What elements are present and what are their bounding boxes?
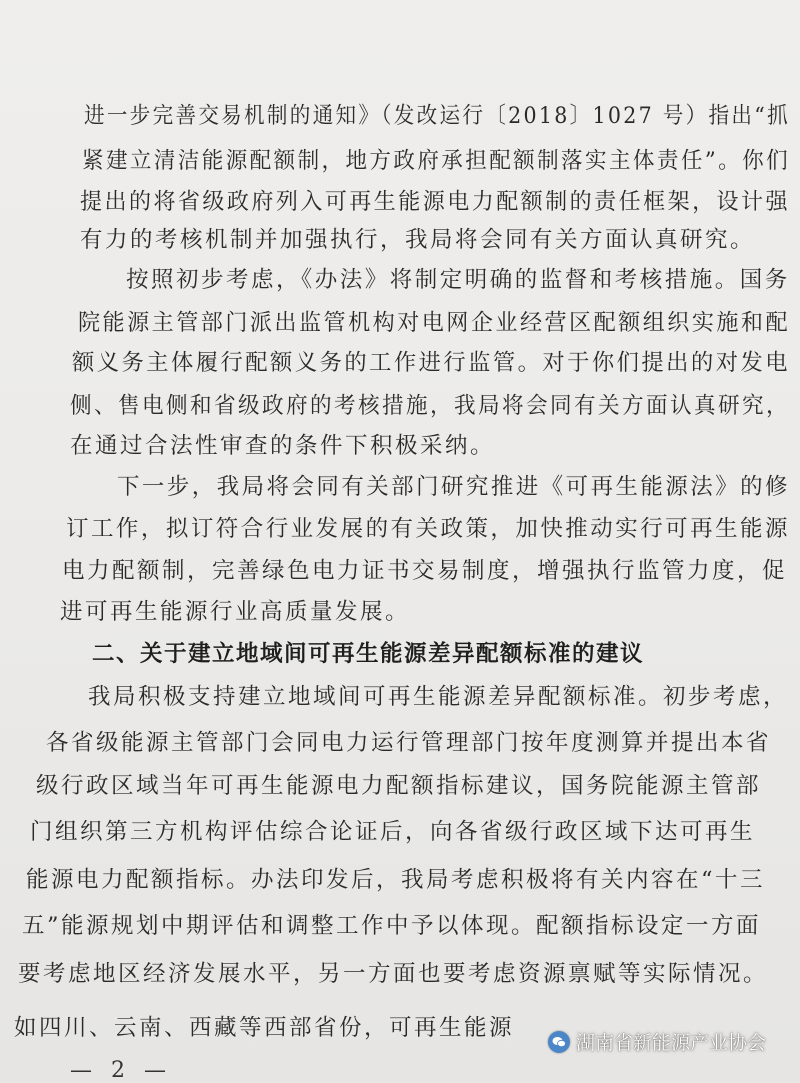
text-line: 要考虑地区经济发展水平，另一方面也要考虑资源禀赋等实际情况。	[18, 961, 769, 987]
text-line: 下一步，我局将会同有关部门研究推进《可再生能源法》的修	[117, 474, 790, 500]
text-line: 进一步完善交易机制的通知》（发改运行〔2018〕1027 号）指出“抓	[84, 103, 790, 129]
text-line: 额义务主体履行配额义务的工作进行监管。对于你们提出的对发电	[72, 350, 790, 376]
text-line: 五”能源规划中期评估和调整工作中予以体现。配额指标设定一方面	[22, 913, 762, 939]
section-heading: 二、关于建立地域间可再生能源差异配额标准的建议	[92, 641, 645, 667]
wechat-logo-icon	[548, 1031, 570, 1053]
text-line: 能源电力配额指标。办法印发后，我局考虑积极将有关内容在“十三	[26, 867, 766, 893]
text-line: 院能源主管部门派出监管机构对电网企业经营区配额组织实施和配	[78, 310, 791, 336]
text-line: 提出的将省级政府列入可再生能源电力配额制的责任框架，设计强	[80, 189, 791, 215]
text-line: 各省级能源主管部门会同电力运行管理部门按年度测算并提出本省	[46, 730, 772, 756]
watermark-text: 湖南省新能源产业协会	[576, 1032, 767, 1054]
text-line: 电力配额制，完善绿色电力证书交易制度，增强执行监管力度，促	[62, 558, 788, 584]
text-line: 按照初步考虑，《办法》将制定明确的监督和考核措施。国务	[126, 267, 790, 293]
text-line: 有力的考核机制并加强执行，我局将会同有关方面认真研究。	[80, 227, 756, 253]
text-line: 如四川、云南、西藏等西部省份，可再生能源	[14, 1015, 515, 1041]
text-line: 紧建立清洁能源配额制，地方政府承担配额制落实主体责任”。你们	[82, 148, 791, 174]
text-line: 级行政区域当年可再生能源电力配额指标建议，国务院能源主管部	[36, 773, 762, 799]
watermark	[548, 1028, 766, 1055]
text-line: 侧、售电侧和省级政府的考核措施，我局将会同有关方面认真研究，	[70, 393, 791, 419]
text-line: 门组织第三方机构评估综合论证后，向各省级行政区域下达可再生	[30, 819, 756, 845]
text-line: 订工作，拟订符合行业发展的有关政策，加快推动实行可再生能源	[66, 516, 791, 542]
page-number: — 2 —	[70, 1058, 172, 1083]
text-line: 进可再生能源行业高质量发展。	[60, 599, 411, 625]
text-line: 我局积极支持建立地域间可再生能源差异配额标准。初步考虑，	[88, 684, 789, 710]
text-line: 在通过合法性审查的条件下积极采纳。	[70, 433, 496, 459]
